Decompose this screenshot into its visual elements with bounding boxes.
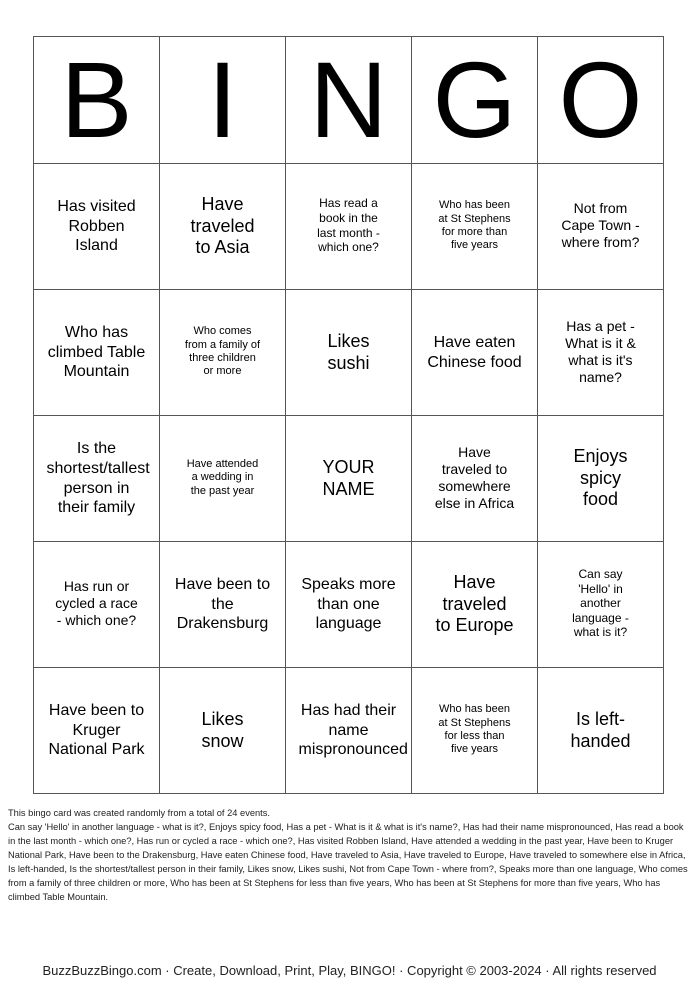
card-cell-b1 <box>34 164 160 290</box>
cell-text: Have been to Kruger National Park <box>48 702 145 759</box>
header-letter-o: O <box>538 37 664 164</box>
header-row <box>34 37 664 164</box>
header-letter-b: B <box>34 37 160 164</box>
card-cell-b2 <box>34 290 160 416</box>
card-cell-o2 <box>538 290 664 416</box>
card-cell-n1 <box>286 164 412 290</box>
cell-text: Has run or cycled a race - which one? <box>55 578 138 629</box>
description-events: Can say 'Hello' in another language - what is it?, Enjoys spicy food, Has a pet - What is it & what is it's name?, Has had their name mispronounced, Has read a book in the last month - which one?, Has run or cycled a race - which one?, Has visited Robben Island, Have attended a wedding in the past year, Have been to Kruger National Park, Have been to the Drakensburg, Have eaten Chinese food, Have traveled to Asia, Have traveled to Europe, Have traveled to somewhere else in Africa, Is left-handed, Is the shortest/tallest person in their family, Likes snow, Likes sushi, Not from Cape Town - where from?, Speaks more than one language, Who comes from a family of three children or more, Who has been at St Stephens for less than five years, Who has been at St Stephens for more than five years, Who has climbed Table Mountain. <box>8 822 688 902</box>
card-cell-n2 <box>286 290 412 416</box>
cell-text: Likes sushi <box>327 330 370 373</box>
cell-text: Who has been at St Stephens for more than five years <box>438 199 511 252</box>
card-row <box>34 416 664 542</box>
card-description <box>8 806 691 904</box>
cell-text: Who has been at St Stephens for less than five years <box>438 703 511 756</box>
header-letter-n: N <box>286 37 412 164</box>
cell-text: Is left-handed <box>570 708 631 751</box>
card-cell-g1 <box>412 164 538 290</box>
cell-text: Have eaten Chinese food <box>427 333 522 371</box>
cell-text: Has read a book in the last month - which one? <box>317 196 380 255</box>
header-letter-i: I <box>160 37 286 164</box>
card-row <box>34 542 664 668</box>
card-cell-g3 <box>412 416 538 542</box>
cell-text: Is the shortest/tallest person in their family <box>46 440 150 517</box>
cell-text: Have traveled to somewhere else in Africa <box>434 443 515 511</box>
header-letter-g: G <box>412 37 538 164</box>
cell-text: Have traveled to Asia <box>190 193 255 258</box>
card-cell-b3 <box>34 416 160 542</box>
card-cell-i5 <box>160 668 286 794</box>
card-cell-i4 <box>160 542 286 668</box>
card-cell-b5 <box>34 668 160 794</box>
card-cell-n4 <box>286 542 412 668</box>
card-row <box>34 164 664 290</box>
cell-text: Enjoys spicy food <box>573 445 628 510</box>
card-cell-n3 <box>286 416 412 542</box>
description-intro: This bingo card was created randomly from a total of 24 events. <box>8 808 270 818</box>
card-cell-o4 <box>538 542 664 668</box>
card-cell-o3 <box>538 416 664 542</box>
cell-text: Has visited Robben Island <box>57 198 136 255</box>
cell-text: Have attended a wedding in the past year <box>186 457 259 497</box>
bingo-card <box>33 36 664 794</box>
card-cell-i3 <box>160 416 286 542</box>
cell-text: Has a pet - What is it & what is it's name? <box>565 317 636 385</box>
card-row <box>34 290 664 416</box>
cell-text: Who has climbed Table Mountain <box>47 324 146 381</box>
cell-text: Can say 'Hello' in another language - what is it? <box>572 566 629 640</box>
cell-text: Has had their name mispronounced <box>298 702 408 759</box>
card-row <box>34 668 664 794</box>
cell-text: Who comes from a family of three children or more <box>184 325 261 378</box>
cell-text: YOUR NAME <box>322 456 375 499</box>
card-cell-i1 <box>160 164 286 290</box>
site-footer: BuzzBuzzBingo.com · Create, Download, Print, Play, BINGO! · Copyright © 2003-2024 · All rights reserved <box>42 963 657 978</box>
card-cell-g5 <box>412 668 538 794</box>
card-cell-b4 <box>34 542 160 668</box>
card-cell-g2 <box>412 290 538 416</box>
card-cell-g4 <box>412 542 538 668</box>
cell-text: Speaks more than one language <box>301 576 396 633</box>
cell-text: Have traveled to Europe <box>435 571 514 636</box>
card-cell-o5 <box>538 668 664 794</box>
card-cell-i2 <box>160 290 286 416</box>
cell-text: Have been to the Drakensburg <box>174 576 271 633</box>
card-cell-o1 <box>538 164 664 290</box>
cell-text: Likes snow <box>201 708 244 751</box>
card-cell-n5 <box>286 668 412 794</box>
cell-text: Not from Cape Town - where from? <box>561 200 640 251</box>
